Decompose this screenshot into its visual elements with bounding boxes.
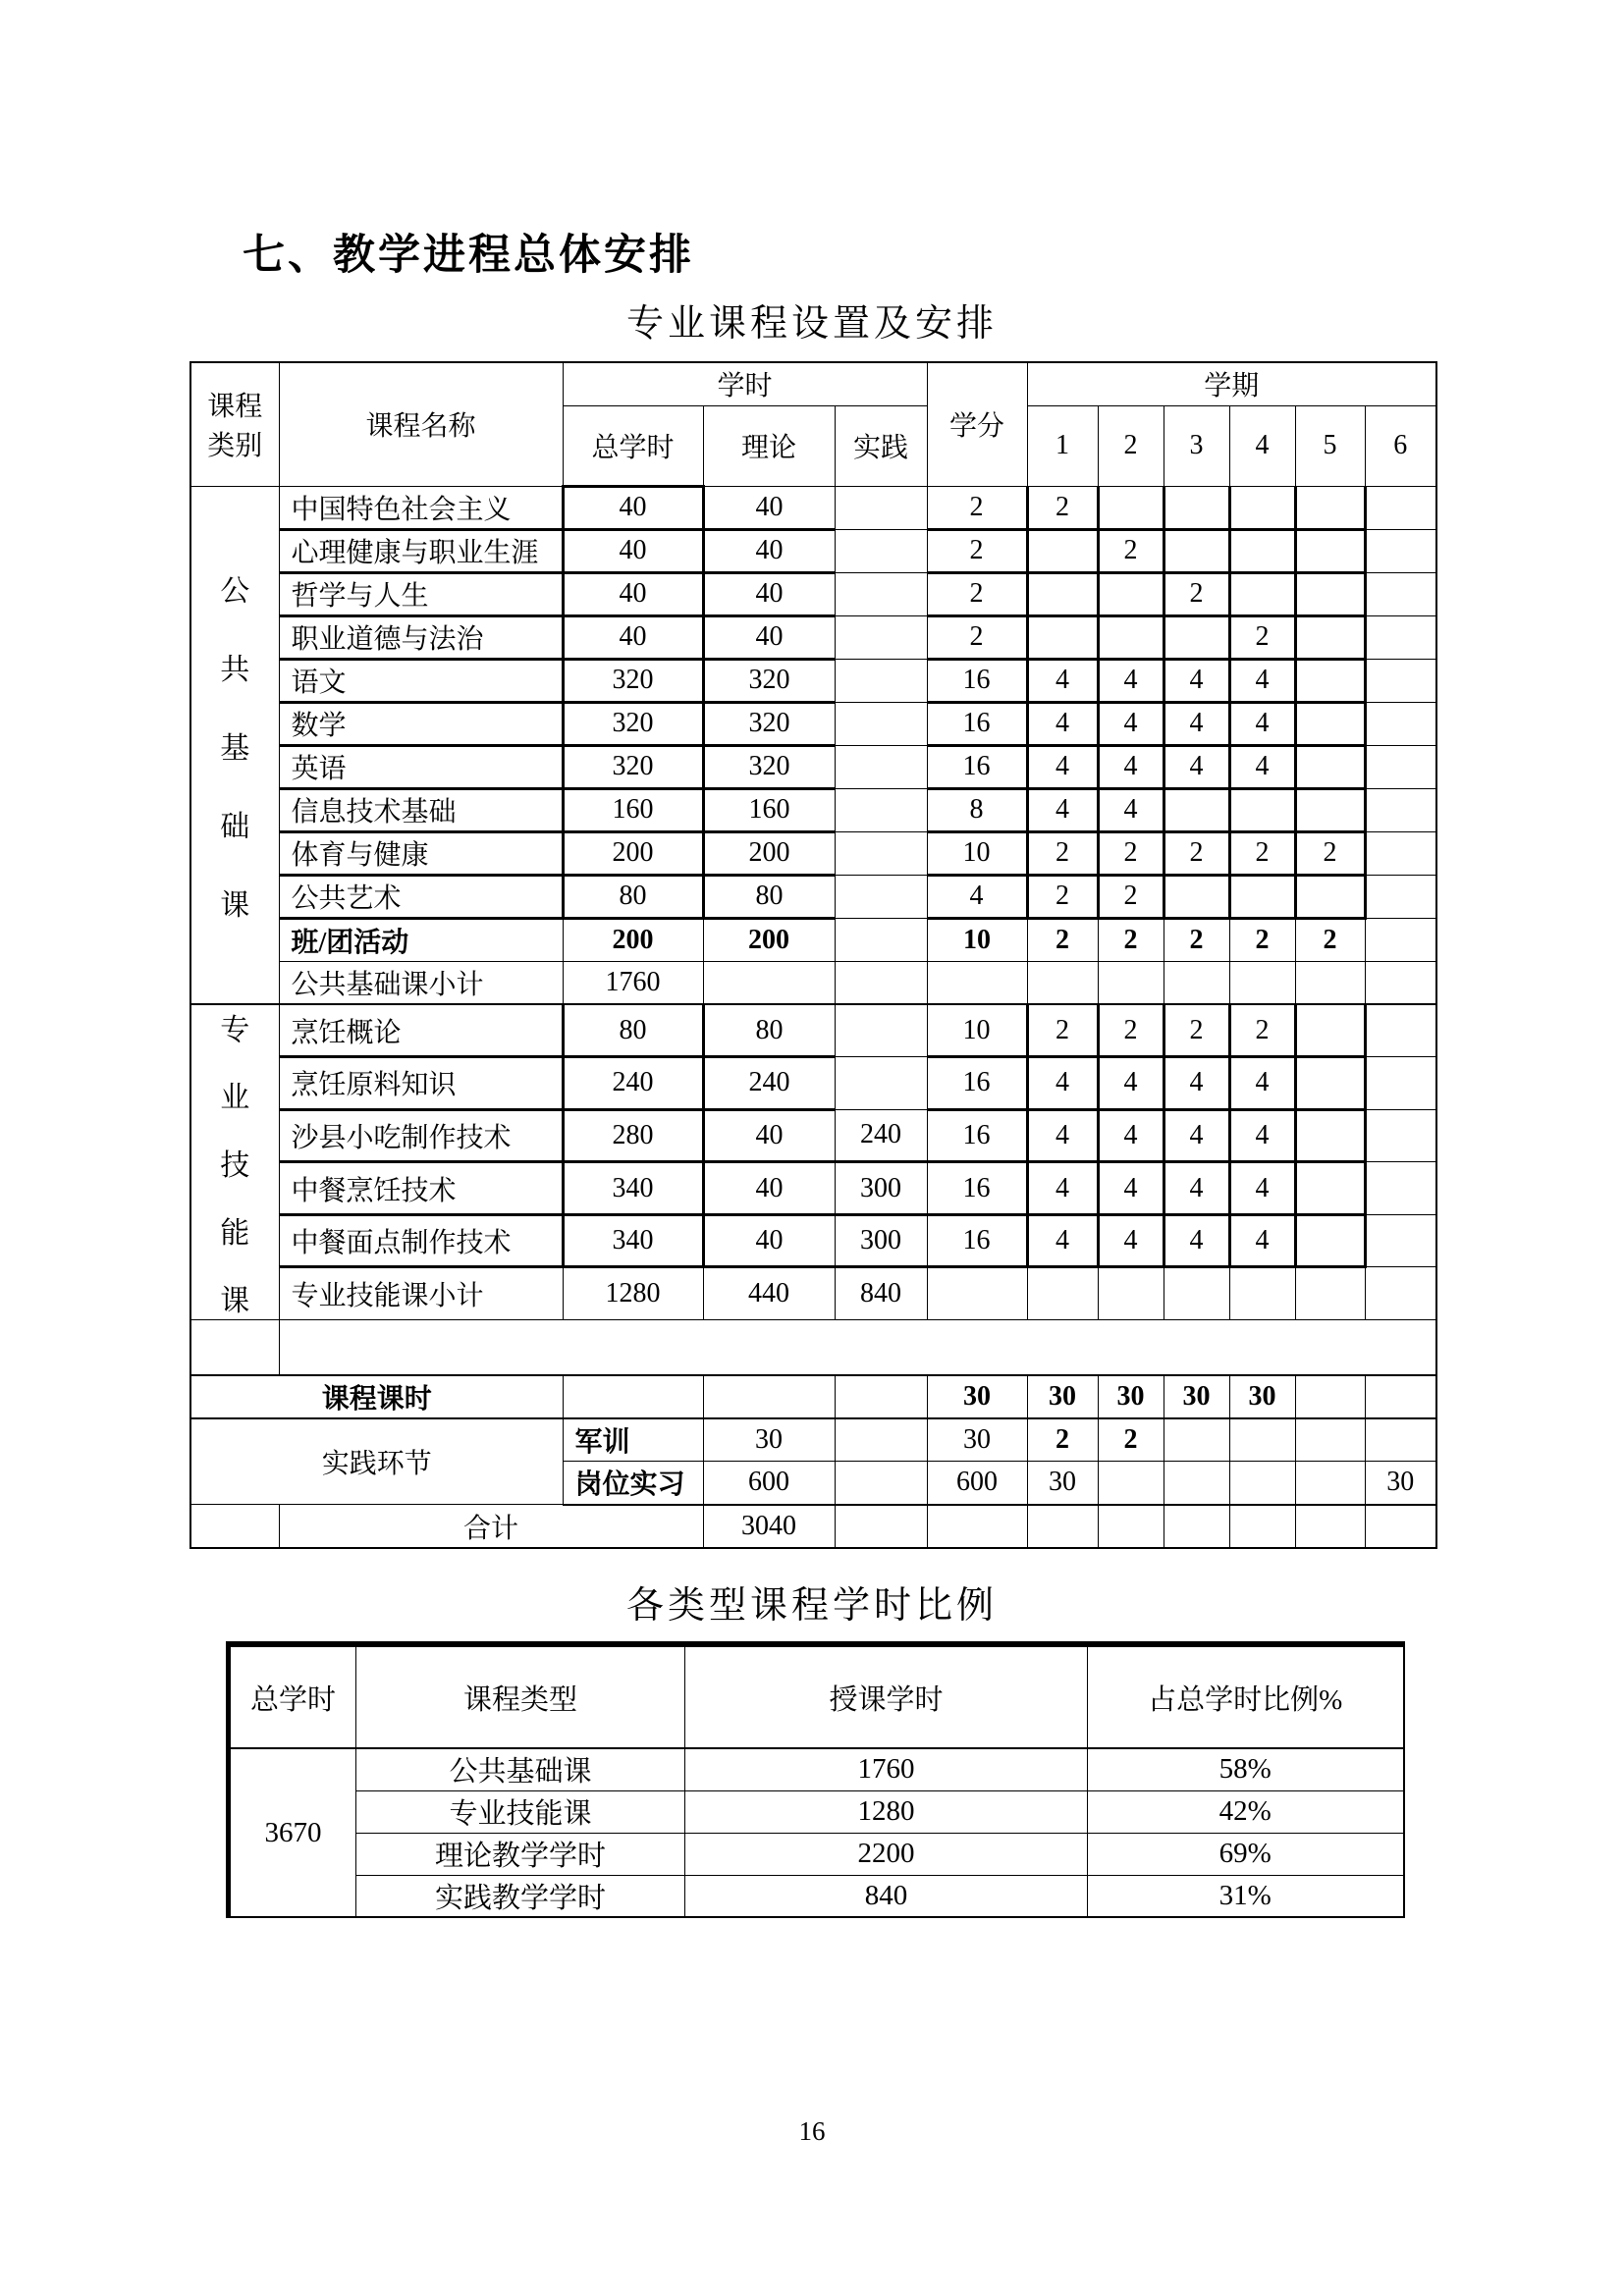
theory-hours bbox=[703, 961, 835, 1004]
hours-ratio-table bbox=[226, 1641, 1405, 1918]
category-label bbox=[190, 486, 279, 1004]
category-label-text: 公 共 基 础 课 bbox=[220, 574, 250, 922]
practice-item-sem-6 bbox=[1365, 1418, 1436, 1462]
theory-hours: 160 bbox=[703, 788, 835, 831]
sem-1: 4 bbox=[1027, 1162, 1098, 1215]
header-course-name: 课程名称 bbox=[279, 362, 563, 486]
sem-1: 4 bbox=[1027, 745, 1098, 788]
sem-5 bbox=[1295, 1214, 1365, 1267]
course-hours-total bbox=[563, 1375, 703, 1418]
credits: 16 bbox=[927, 1162, 1027, 1215]
teaching-hours: 1280 bbox=[685, 1790, 1088, 1833]
sem-2: 4 bbox=[1098, 1214, 1164, 1267]
sem-2: 4 bbox=[1098, 1109, 1164, 1162]
practice-item-sem-2: 2 bbox=[1098, 1418, 1164, 1462]
total-hours: 320 bbox=[563, 659, 703, 702]
teaching-hours: 1760 bbox=[685, 1748, 1088, 1790]
section-heading: 七、教学进程总体安排 bbox=[243, 232, 694, 279]
sem-1 bbox=[1027, 572, 1098, 615]
practice-item-practice bbox=[835, 1462, 927, 1505]
header-sem-4: 4 bbox=[1229, 405, 1295, 486]
sem-4: 4 bbox=[1229, 1109, 1295, 1162]
theory-hours: 40 bbox=[703, 529, 835, 572]
sem-6 bbox=[1365, 1214, 1436, 1267]
course-name: 语文 bbox=[279, 659, 563, 702]
sem-5: 2 bbox=[1295, 831, 1365, 875]
page-number: 16 bbox=[798, 2116, 826, 2146]
practice-item-hours: 600 bbox=[703, 1462, 835, 1505]
sem-1 bbox=[1027, 1267, 1098, 1320]
sem-4 bbox=[1229, 961, 1295, 1004]
sem-4: 4 bbox=[1229, 702, 1295, 745]
course-name: 信息技术基础 bbox=[279, 788, 563, 831]
course-hours-practice bbox=[835, 1375, 927, 1418]
course-name: 职业道德与法治 bbox=[279, 615, 563, 659]
practice-hours bbox=[835, 486, 927, 529]
theory-hours: 80 bbox=[703, 875, 835, 918]
credits: 16 bbox=[927, 702, 1027, 745]
teaching-hours: 840 bbox=[685, 1875, 1088, 1917]
practice-hours: 300 bbox=[835, 1214, 927, 1267]
sem-2: 4 bbox=[1098, 1162, 1164, 1215]
sem-6 bbox=[1365, 572, 1436, 615]
credits bbox=[927, 1267, 1027, 1320]
sem-4: 2 bbox=[1229, 615, 1295, 659]
header-sem-1: 1 bbox=[1027, 405, 1098, 486]
sem-1: 2 bbox=[1027, 1004, 1098, 1057]
sem-5 bbox=[1295, 1267, 1365, 1320]
sem-5 bbox=[1295, 788, 1365, 831]
sem-3 bbox=[1164, 1267, 1229, 1320]
sem-3 bbox=[1164, 529, 1229, 572]
theory-hours: 40 bbox=[703, 486, 835, 529]
sem-6 bbox=[1365, 1057, 1436, 1110]
sem-5 bbox=[1295, 486, 1365, 529]
total-hours: 160 bbox=[563, 788, 703, 831]
sem-2: 4 bbox=[1098, 702, 1164, 745]
course-name: 体育与健康 bbox=[279, 831, 563, 875]
theory-hours: 440 bbox=[703, 1267, 835, 1320]
sem-1 bbox=[1027, 615, 1098, 659]
credits: 16 bbox=[927, 1109, 1027, 1162]
total-hours: 40 bbox=[563, 615, 703, 659]
sem-3: 4 bbox=[1164, 745, 1229, 788]
sem-1: 4 bbox=[1027, 1214, 1098, 1267]
sem-1: 2 bbox=[1027, 831, 1098, 875]
header-sem-6: 6 bbox=[1365, 405, 1436, 486]
theory-hours: 320 bbox=[703, 702, 835, 745]
sem-6 bbox=[1365, 1162, 1436, 1215]
t2-header-course-type: 课程类型 bbox=[356, 1644, 685, 1748]
practice-hours bbox=[835, 572, 927, 615]
sem-6 bbox=[1365, 745, 1436, 788]
practice-hours: 240 bbox=[835, 1109, 927, 1162]
practice-item-sem-4 bbox=[1229, 1418, 1295, 1462]
sem-4: 2 bbox=[1229, 918, 1295, 961]
course-hours-sem-3: 30 bbox=[1164, 1375, 1229, 1418]
total-hours: 1760 bbox=[563, 961, 703, 1004]
sem-4: 4 bbox=[1229, 745, 1295, 788]
sem-3: 2 bbox=[1164, 1004, 1229, 1057]
sem-3 bbox=[1164, 961, 1229, 1004]
sem-6 bbox=[1365, 961, 1436, 1004]
sem-3 bbox=[1164, 875, 1229, 918]
course-hours-theory bbox=[703, 1375, 835, 1418]
course-hours-sem-6 bbox=[1365, 1375, 1436, 1418]
t2-header-teaching-hours: 授课学时 bbox=[685, 1644, 1088, 1748]
total-hours: 240 bbox=[563, 1057, 703, 1110]
header-total-hours: 总学时 bbox=[563, 405, 703, 486]
category-label-text: 专 业 技 能 课 bbox=[220, 1014, 250, 1317]
practice-hours bbox=[835, 745, 927, 788]
theory-hours: 80 bbox=[703, 1004, 835, 1057]
theory-hours: 240 bbox=[703, 1057, 835, 1110]
practice-hours bbox=[835, 702, 927, 745]
practice-hours: 300 bbox=[835, 1162, 927, 1215]
practice-hours bbox=[835, 1057, 927, 1110]
sem-1: 2 bbox=[1027, 918, 1098, 961]
sem-2: 2 bbox=[1098, 1004, 1164, 1057]
practice-hours bbox=[835, 831, 927, 875]
curriculum-table bbox=[189, 361, 1437, 1549]
category-label bbox=[190, 1004, 279, 1320]
credits: 10 bbox=[927, 831, 1027, 875]
credits: 4 bbox=[927, 875, 1027, 918]
credits: 16 bbox=[927, 659, 1027, 702]
practice-item-sem-1: 30 bbox=[1027, 1462, 1098, 1505]
sem-3: 4 bbox=[1164, 1162, 1229, 1215]
course-type: 公共基础课 bbox=[356, 1748, 685, 1790]
total-hours: 1280 bbox=[563, 1267, 703, 1320]
sem-2 bbox=[1098, 572, 1164, 615]
sem-6 bbox=[1365, 529, 1436, 572]
practice-item-sem-2 bbox=[1098, 1462, 1164, 1505]
spacer-left-cell bbox=[190, 1320, 279, 1375]
header-category bbox=[190, 362, 279, 486]
t2-header-ratio: 占总学时比例% bbox=[1088, 1644, 1404, 1748]
sem-3: 2 bbox=[1164, 572, 1229, 615]
course-name: 中国特色社会主义 bbox=[279, 486, 563, 529]
sem-6 bbox=[1365, 831, 1436, 875]
sem-5 bbox=[1295, 572, 1365, 615]
total-row-sem-4 bbox=[1229, 1505, 1295, 1548]
theory-hours: 320 bbox=[703, 659, 835, 702]
total-hours: 80 bbox=[563, 1004, 703, 1057]
total-hours: 340 bbox=[563, 1162, 703, 1215]
theory-hours: 200 bbox=[703, 831, 835, 875]
sem-2: 4 bbox=[1098, 659, 1164, 702]
credits: 8 bbox=[927, 788, 1027, 831]
sem-5 bbox=[1295, 1057, 1365, 1110]
sem-5 bbox=[1295, 702, 1365, 745]
header-practice: 实践 bbox=[835, 405, 927, 486]
practice-item-sem-3 bbox=[1164, 1418, 1229, 1462]
theory-hours: 200 bbox=[703, 918, 835, 961]
grand-total-hours: 3040 bbox=[703, 1505, 835, 1548]
practice-hours bbox=[835, 659, 927, 702]
practice-item-sem-6: 30 bbox=[1365, 1462, 1436, 1505]
practice-item-sem-5 bbox=[1295, 1418, 1365, 1462]
sem-1: 4 bbox=[1027, 1057, 1098, 1110]
sem-6 bbox=[1365, 1109, 1436, 1162]
total-hours: 340 bbox=[563, 1214, 703, 1267]
course-hours-sem-1: 30 bbox=[1027, 1375, 1098, 1418]
sem-4: 2 bbox=[1229, 831, 1295, 875]
practice-hours bbox=[835, 615, 927, 659]
theory-hours: 40 bbox=[703, 1109, 835, 1162]
header-sem-3: 3 bbox=[1164, 405, 1229, 486]
practice-item-practice bbox=[835, 1418, 927, 1462]
total-hours: 80 bbox=[563, 875, 703, 918]
credits: 10 bbox=[927, 918, 1027, 961]
sem-1 bbox=[1027, 529, 1098, 572]
sem-4 bbox=[1229, 486, 1295, 529]
header-hours-group: 学时 bbox=[563, 362, 927, 405]
sem-4 bbox=[1229, 875, 1295, 918]
sem-1: 4 bbox=[1027, 702, 1098, 745]
practice-item-sem-5 bbox=[1295, 1462, 1365, 1505]
sem-3: 4 bbox=[1164, 1109, 1229, 1162]
sem-3: 4 bbox=[1164, 1057, 1229, 1110]
sem-2: 2 bbox=[1098, 831, 1164, 875]
sem-4 bbox=[1229, 1267, 1295, 1320]
sem-6 bbox=[1365, 486, 1436, 529]
hours-ratio: 31% bbox=[1088, 1875, 1404, 1917]
credits: 10 bbox=[927, 1004, 1027, 1057]
practice-hours bbox=[835, 788, 927, 831]
sem-3 bbox=[1164, 615, 1229, 659]
sem-2 bbox=[1098, 615, 1164, 659]
credits: 16 bbox=[927, 1057, 1027, 1110]
total-row-sem-1 bbox=[1027, 1505, 1098, 1548]
practice-hours bbox=[835, 1004, 927, 1057]
header-sem-2: 2 bbox=[1098, 405, 1164, 486]
hours-ratio: 69% bbox=[1088, 1833, 1404, 1875]
course-name: 公共艺术 bbox=[279, 875, 563, 918]
course-name: 中餐面点制作技术 bbox=[279, 1214, 563, 1267]
sem-4 bbox=[1229, 529, 1295, 572]
sem-4: 4 bbox=[1229, 1214, 1295, 1267]
practice-item-hours: 30 bbox=[703, 1418, 835, 1462]
course-name: 英语 bbox=[279, 745, 563, 788]
practice-hours bbox=[835, 529, 927, 572]
total-hours: 320 bbox=[563, 702, 703, 745]
sem-3: 4 bbox=[1164, 702, 1229, 745]
course-name: 班/团活动 bbox=[279, 918, 563, 961]
course-name: 烹饪原料知识 bbox=[279, 1057, 563, 1110]
header-category-line1: 课程 bbox=[207, 392, 263, 423]
course-hours-sem-4: 30 bbox=[1229, 1375, 1295, 1418]
credits: 16 bbox=[927, 1214, 1027, 1267]
sem-3: 2 bbox=[1164, 831, 1229, 875]
theory-hours: 40 bbox=[703, 615, 835, 659]
credits: 2 bbox=[927, 486, 1027, 529]
sem-6 bbox=[1365, 918, 1436, 961]
total-hours: 200 bbox=[563, 831, 703, 875]
sem-5 bbox=[1295, 1109, 1365, 1162]
total-row-practice bbox=[835, 1505, 927, 1548]
sem-3: 4 bbox=[1164, 1214, 1229, 1267]
total-hours: 40 bbox=[563, 572, 703, 615]
total-row-sem-3 bbox=[1164, 1505, 1229, 1548]
sem-5 bbox=[1295, 615, 1365, 659]
sem-6 bbox=[1365, 615, 1436, 659]
sem-2: 2 bbox=[1098, 875, 1164, 918]
sem-1: 4 bbox=[1027, 659, 1098, 702]
header-credits: 学分 bbox=[927, 362, 1027, 486]
total-row-credits bbox=[927, 1505, 1027, 1548]
sem-2 bbox=[1098, 486, 1164, 529]
sem-3 bbox=[1164, 788, 1229, 831]
course-name: 公共基础课小计 bbox=[279, 961, 563, 1004]
total-row-sem-6 bbox=[1365, 1505, 1436, 1548]
course-name: 专业技能课小计 bbox=[279, 1267, 563, 1320]
theory-hours: 40 bbox=[703, 1162, 835, 1215]
course-hours-credits: 30 bbox=[927, 1375, 1027, 1418]
total-row-left-cell bbox=[190, 1505, 279, 1548]
practice-item-name: 军训 bbox=[563, 1418, 703, 1462]
course-hours-sem-2: 30 bbox=[1098, 1375, 1164, 1418]
hours-ratio-table-title: 各类型课程学时比例 bbox=[625, 1585, 998, 1627]
spacer-cell bbox=[279, 1320, 1436, 1375]
practice-item-sem-4 bbox=[1229, 1462, 1295, 1505]
credits: 16 bbox=[927, 745, 1027, 788]
sem-4: 4 bbox=[1229, 659, 1295, 702]
sem-2: 4 bbox=[1098, 788, 1164, 831]
sem-3: 4 bbox=[1164, 659, 1229, 702]
sem-1: 2 bbox=[1027, 875, 1098, 918]
practice-item-credits: 30 bbox=[927, 1418, 1027, 1462]
sem-1: 2 bbox=[1027, 486, 1098, 529]
sem-5 bbox=[1295, 961, 1365, 1004]
header-sem-5: 5 bbox=[1295, 405, 1365, 486]
practice-item-name: 岗位实习 bbox=[563, 1462, 703, 1505]
sem-2: 2 bbox=[1098, 918, 1164, 961]
total-hours: 40 bbox=[563, 529, 703, 572]
total-row-sem-5 bbox=[1295, 1505, 1365, 1548]
sem-3: 2 bbox=[1164, 918, 1229, 961]
course-type: 理论教学学时 bbox=[356, 1833, 685, 1875]
credits: 2 bbox=[927, 572, 1027, 615]
sem-5 bbox=[1295, 1162, 1365, 1215]
sem-4: 4 bbox=[1229, 1162, 1295, 1215]
course-type: 专业技能课 bbox=[356, 1790, 685, 1833]
total-hours: 280 bbox=[563, 1109, 703, 1162]
sem-6 bbox=[1365, 788, 1436, 831]
sem-6 bbox=[1365, 1004, 1436, 1057]
teaching-hours: 2200 bbox=[685, 1833, 1088, 1875]
sem-2: 2 bbox=[1098, 529, 1164, 572]
theory-hours: 320 bbox=[703, 745, 835, 788]
credits: 2 bbox=[927, 615, 1027, 659]
sem-1: 4 bbox=[1027, 788, 1098, 831]
sem-4: 4 bbox=[1229, 1057, 1295, 1110]
course-name: 数学 bbox=[279, 702, 563, 745]
header-category-line2: 类别 bbox=[207, 431, 263, 462]
sem-3 bbox=[1164, 486, 1229, 529]
header-theory: 理论 bbox=[703, 405, 835, 486]
total-hours: 320 bbox=[563, 745, 703, 788]
total-hours-value: 3670 bbox=[229, 1748, 356, 1917]
course-type: 实践教学学时 bbox=[356, 1875, 685, 1917]
sem-2: 4 bbox=[1098, 745, 1164, 788]
sem-4 bbox=[1229, 788, 1295, 831]
hours-ratio: 42% bbox=[1088, 1790, 1404, 1833]
sem-5: 2 bbox=[1295, 918, 1365, 961]
grand-total-label: 合计 bbox=[279, 1505, 703, 1548]
credits: 2 bbox=[927, 529, 1027, 572]
practice-section-label: 实践环节 bbox=[190, 1418, 563, 1505]
header-semester-group: 学期 bbox=[1027, 362, 1436, 405]
sem-6 bbox=[1365, 659, 1436, 702]
t2-header-total-hours: 总学时 bbox=[229, 1644, 356, 1748]
sem-5 bbox=[1295, 1004, 1365, 1057]
sem-6 bbox=[1365, 875, 1436, 918]
theory-hours: 40 bbox=[703, 572, 835, 615]
curriculum-table-title: 专业课程设置及安排 bbox=[625, 303, 998, 345]
sem-4 bbox=[1229, 572, 1295, 615]
practice-hours bbox=[835, 918, 927, 961]
course-name: 中餐烹饪技术 bbox=[279, 1162, 563, 1215]
total-row-sem-2 bbox=[1098, 1505, 1164, 1548]
sem-2 bbox=[1098, 1267, 1164, 1320]
practice-item-sem-1: 2 bbox=[1027, 1418, 1098, 1462]
course-name: 心理健康与职业生涯 bbox=[279, 529, 563, 572]
course-name: 哲学与人生 bbox=[279, 572, 563, 615]
sem-2 bbox=[1098, 961, 1164, 1004]
practice-item-credits: 600 bbox=[927, 1462, 1027, 1505]
sem-5 bbox=[1295, 659, 1365, 702]
course-hours-label: 课程课时 bbox=[190, 1375, 563, 1418]
sem-5 bbox=[1295, 875, 1365, 918]
sem-4: 2 bbox=[1229, 1004, 1295, 1057]
sem-2: 4 bbox=[1098, 1057, 1164, 1110]
practice-hours bbox=[835, 875, 927, 918]
sem-1: 4 bbox=[1027, 1109, 1098, 1162]
total-hours: 200 bbox=[563, 918, 703, 961]
course-name: 沙县小吃制作技术 bbox=[279, 1109, 563, 1162]
theory-hours: 40 bbox=[703, 1214, 835, 1267]
total-hours: 40 bbox=[563, 486, 703, 529]
credits bbox=[927, 961, 1027, 1004]
practice-hours bbox=[835, 961, 927, 1004]
sem-1 bbox=[1027, 961, 1098, 1004]
practice-item-sem-3 bbox=[1164, 1462, 1229, 1505]
sem-5 bbox=[1295, 529, 1365, 572]
sem-5 bbox=[1295, 745, 1365, 788]
practice-hours: 840 bbox=[835, 1267, 927, 1320]
course-name: 烹饪概论 bbox=[279, 1004, 563, 1057]
sem-6 bbox=[1365, 702, 1436, 745]
hours-ratio: 58% bbox=[1088, 1748, 1404, 1790]
course-hours-sem-5 bbox=[1295, 1375, 1365, 1418]
sem-6 bbox=[1365, 1267, 1436, 1320]
